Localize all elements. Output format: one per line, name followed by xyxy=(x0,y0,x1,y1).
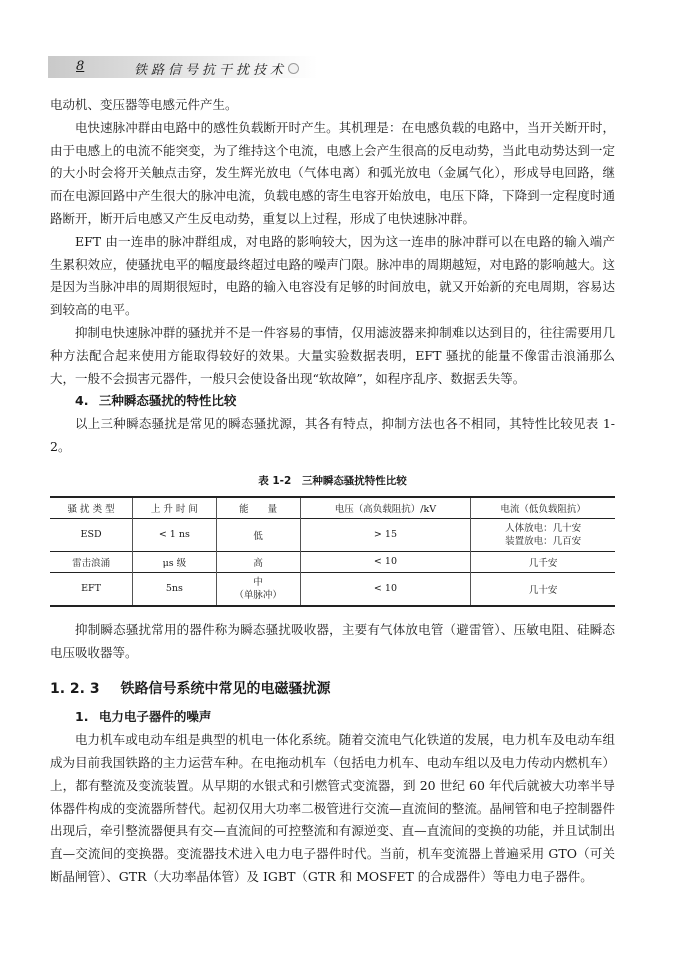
table-cell: EFT xyxy=(81,583,101,595)
cell-line: 人体放电：几十安 xyxy=(505,522,582,534)
subsection-title: 电力电子器件的噪声 xyxy=(98,709,212,725)
table-cell: < 10 xyxy=(300,551,470,572)
subsection-title: 三种瞬态骚扰的特性比较 xyxy=(98,393,237,409)
paragraph: 抑制瞬态骚扰常用的器件称为瞬态骚扰吸收器，主要有气体放电管（避雷管）、压敏电阻、硅瞬态电压吸收器等。 xyxy=(50,621,615,660)
table-caption: 表 1-2 三种瞬态骚扰特性比较 xyxy=(258,474,407,487)
subsection-number: 4. xyxy=(75,393,89,409)
subsection-number: 1. xyxy=(75,709,89,725)
column-header: 骚 扰 类 型 xyxy=(67,503,115,515)
table-cell xyxy=(471,518,615,551)
cell-line: 装置放电：几百安 xyxy=(505,535,582,547)
section-title: 铁路信号系统中常见的电磁骚扰源 xyxy=(120,681,331,698)
running-header xyxy=(48,56,318,78)
table-row xyxy=(50,518,615,551)
column-header: 电流（低负载阻抗） xyxy=(471,497,615,519)
paragraph: 抑制电快速脉冲群的骚扰并不是一件容易的事情，仅用滤波器来抑制难以达到目的，往往需要用几种方法配合起来使用方能取得较好的效果。大量实验数据表明，EFT 骚扰的能量不像雷击浪涌那么大，一般不会损害元器件，一般只会使设备出现“软故障”，如程序乱序、数据丢失等。 xyxy=(50,324,615,386)
cell-line: 中 xyxy=(253,576,263,588)
table-cell: 5ns xyxy=(133,572,216,606)
cell-line: （单脉冲） xyxy=(234,589,282,601)
column-header: 电压（高负载阻抗）/kV xyxy=(300,497,470,519)
paragraph: 以上三种瞬态骚扰是常见的瞬态骚扰源，其各有特点，抑制方法也各不相同，其特性比较见表 1-2。 xyxy=(50,416,615,454)
table-cell xyxy=(216,572,300,606)
table-cell: > 15 xyxy=(300,518,470,551)
table-cell: < 10 xyxy=(300,572,470,606)
table-cell: < 1 ns xyxy=(133,518,216,551)
paragraph: 电动机、变压器等电感元件产生。 xyxy=(50,97,238,112)
subsection-heading xyxy=(50,706,615,729)
table-cell: 低 xyxy=(216,518,300,551)
page-content xyxy=(50,94,615,889)
table-cell: 雷击浪涌 xyxy=(72,557,111,569)
table-row xyxy=(50,572,615,606)
page-number: 8 xyxy=(76,59,85,74)
comparison-table xyxy=(50,496,615,607)
subsection-heading xyxy=(50,390,615,413)
paragraph: EFT 由一连串的脉冲群组成，对电路的影响较大，因为这一连串的脉冲群可以在电路的输入端产生累积效应，使骚扰电平的幅度最终超过电路的噪声门限。脉冲串的周期越短，对电路的影响越大。这是因为当脉冲串的周期很短时，电路的输入电容没有足够的时间放电，就又开始新的充电周期，容易达到较高的电平。 xyxy=(50,233,615,318)
column-header: 能 量 xyxy=(216,497,300,519)
table-cell: 高 xyxy=(216,551,300,572)
table-cell: ESD xyxy=(80,529,102,541)
header-ornament xyxy=(288,63,299,74)
section-heading xyxy=(50,678,615,698)
paragraph: 电力机车或电动车组是典型的机电一体化系统。随着交流电气化铁道的发展，电力机车及电动车组成为目前我国铁路的主力运营车种。在电拖动机车（包括电力机车、电动车组以及电力传动内燃机车）上，都有整流及变流装置。从早期的水银式和引燃管式变流器，到 20 世纪 60 年代后就被大功率半导体器件构成的变流器所替代。起初仅用大功率二极管进行交流—直流间的整流。晶闸管和电子控制器件出现后，牵引整流器便具有交—直流间的可控整流和有源逆变、直—直流间的变换的功能，并且试制出直—交流间的变换器。变流器技术进入电力电子器件时代。当前，机车变流器上普遍采用 GTO（可关断晶闸管）、GTR（大功率晶体管）及 IGBT（GTR 和 MOSFET 的合成器件）等电力电子器件。 xyxy=(50,732,615,884)
table-cell: 几十安 xyxy=(471,572,615,606)
table-cell: μs 级 xyxy=(133,551,216,572)
paragraph: 电快速脉冲群由电路中的感性负载断开时产生。其机理是：在电感负载的电路中，当开关断开时，由于电感上的电流不能突变，为了维持这个电流，电感上会产生很高的反电动势，当此电动势达到一定的大小时会将开关触点击穿，发生辉光放电（气体电离）和弧光放电（金属气化），形成导电回路，继而在电源回路中产生很大的脉冲电流，负载电感的寄生电容开始放电，电压下降，下降到一定程度时通路断开，断开后电感又产生反电动势，重复以上过程，形成了电快速脉冲群。 xyxy=(50,119,615,226)
table-row xyxy=(50,551,615,572)
column-header: 上 升 时 间 xyxy=(133,497,216,519)
table-header-row xyxy=(50,497,615,519)
book-title: 铁路信号抗干扰技术 xyxy=(134,63,288,78)
section-number: 1. 2. 3 xyxy=(50,681,100,698)
table-cell: 几千安 xyxy=(471,551,615,572)
